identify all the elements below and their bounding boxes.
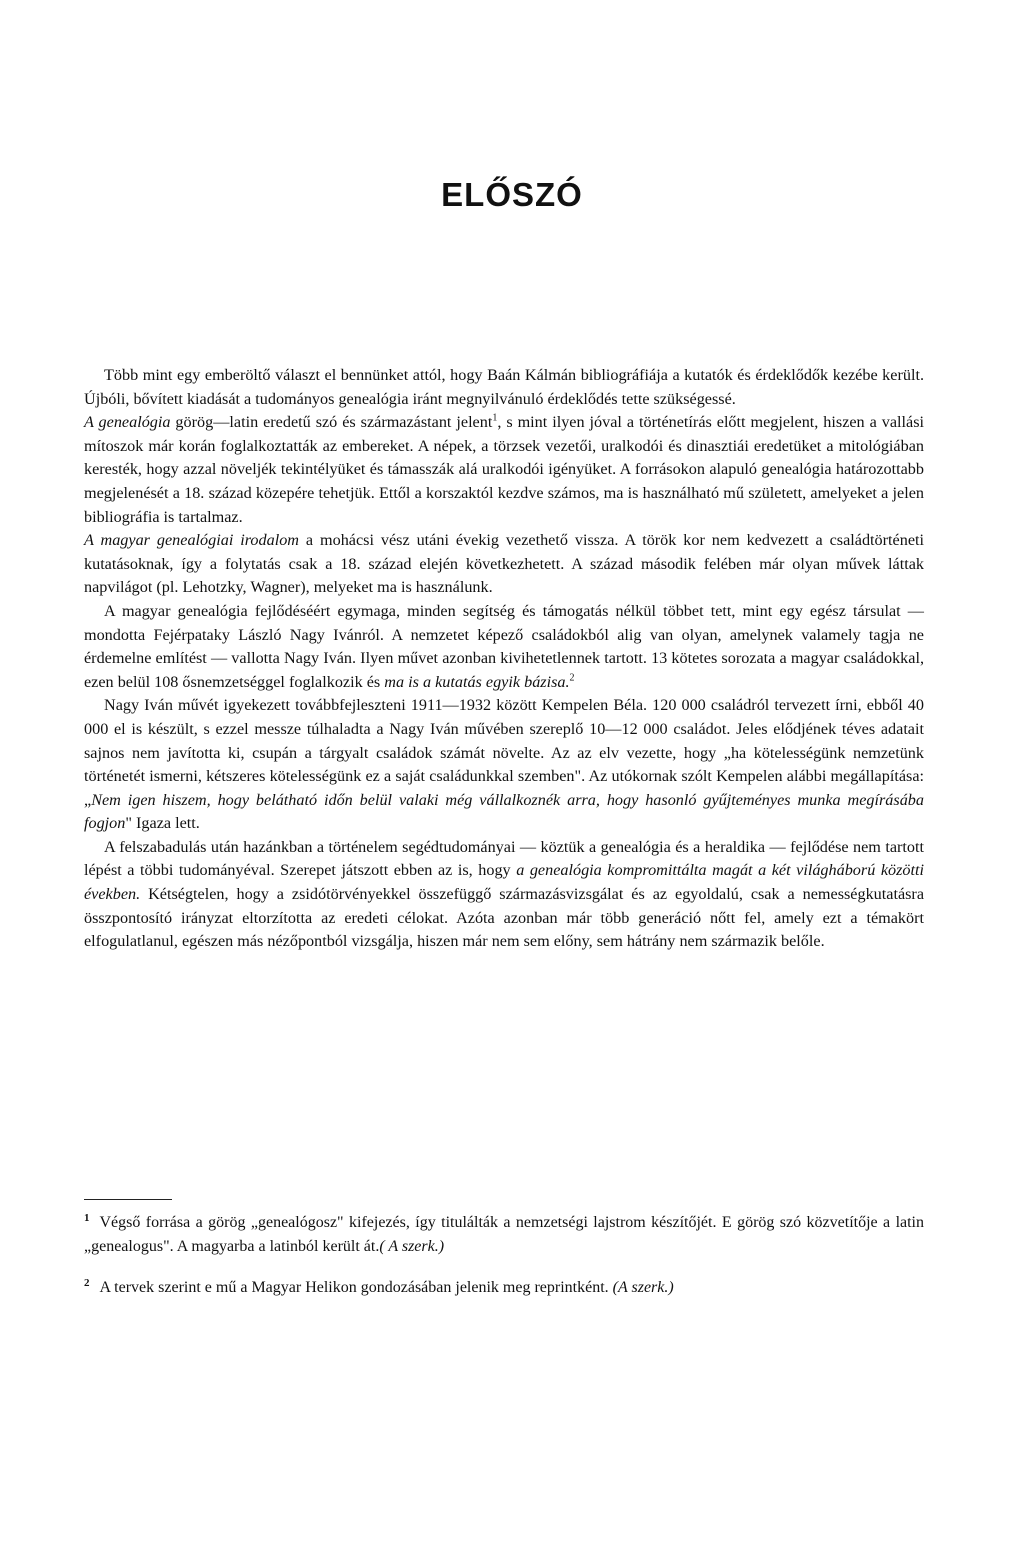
- paragraph-5: [84, 694, 924, 836]
- paragraph-6: [84, 836, 924, 954]
- footnote-1: [84, 1211, 924, 1258]
- footnote-2-text: A tervek szerint e mű a Magyar Helikon gondozásában jelenik meg reprintként.: [99, 1279, 613, 1296]
- paragraph-1-text: Több mint egy emberöltő választ el bennünket attól, hogy Baán Kálmán bibliográfiája a kutatók és érdeklődők kezébe került. Újbóli, bővített kiadását a tudományos genealógia iránt megnyilvánuló érdeklődés tette szükségessé.: [84, 366, 924, 408]
- footnote-ref-1[interactable]: 1: [492, 412, 498, 424]
- paragraph-5-text: Nagy Iván művét igyekezett továbbfejleszteni 1911—1932 között Kempelen Béla. 120 000 családról tervezett írni, ebből 40 000 el is készült, s ezzel messze túlhaladta a Nagy Iván művében szereplő 10—12 000 családot. Jeles elődjének téves adatait sajnos nem javította ki, csupán a tárgyalt családok számát növelte. Az az elv vezette, hogy „ha kötelességünk nemzetünk történetét ismerni, kétszeres kötelességünk ez a saját családunkkal szemben". Az utókornak szólt Kempelen alábbi megállapítása: „: [84, 696, 924, 809]
- paragraph-3: [84, 529, 924, 600]
- paragraph-6-tail: Kétségtelen, hogy a zsidótörvényekkel összefüggő származásvizsgálat és az egyoldalú, csak a nemességkutatásra összpontosító irányzat eltorzította az eredeti célokat. Azóta azonban már több generáció nőtt fel, amely ezt a témakört elfogulatlanul, egészen más nézőpontból vizsgálja, hiszen már nem sem előny, sem hátrány nem származik belőle.: [84, 885, 924, 951]
- paragraph-5-quote: Nem igen hiszem, hogy belátható időn belül valaki még vállalkoznék arra, hogy hasonló gyűjteményes munka megírásába fogjon: [84, 790, 924, 833]
- footnote-1-mark: 1: [84, 1211, 90, 1224]
- footnote-2-editor: (A szerk.): [612, 1279, 674, 1296]
- paragraph-5-tail: " Igaza lett.: [125, 814, 200, 833]
- paragraph-2-text-b: , s mint ilyen jóval a történetírás előtt megjelent, hiszen a vallási mítoszok már korán foglalkoztatták az embereket. A népek, a törzsek vezetői, uralkodói és dinasztiái eredetüket a mitológiában keresték, hogy azzal növeljék tekintélyüket és támasszák alá uralkodói igényüket. A forrásokon alapuló genealógia határozottabb megjelenését a 18. század közepére tehetjük. Ettől a korszaktól kezdve számos, ma is használható mű született, amelyeket a jelen bibliográfia is tartalmaz.: [84, 413, 924, 526]
- footnote-ref-2[interactable]: 2: [569, 672, 575, 684]
- paragraph-3-text: a mohácsi vész utáni évekig vezethető vissza. A török kor nem kedvezett a családtörténeti kutatásoknak, így a folytatás csak a 18. század elején következhetett. A század második felében már olyan művek láttak napvilágot (pl. Lehotzky, Wagner), melyeket ma is használunk.: [84, 531, 924, 597]
- paragraph-4: [84, 600, 924, 694]
- paragraph-2-lead: A genealógia: [84, 413, 171, 432]
- footnote-2: [84, 1276, 924, 1300]
- paragraph-3-lead: A magyar genealógiai irodalom: [84, 531, 299, 550]
- paragraph-1: [84, 364, 924, 411]
- paragraph-2-text-a: görög—latin eredetű szó és származástant jelent: [170, 413, 493, 432]
- paragraph-6-text: A felszabadulás után hazánkban a történelem segédtudományai — köztük a genealógia és a heraldika — fejlődése nem tartott lépést a többi tudományéval. Szerepet játszott ebben az is, hogy: [84, 837, 924, 880]
- footnote-1-editor: ( A szerk.): [379, 1237, 445, 1255]
- footnote-2-mark: 2: [84, 1276, 90, 1289]
- footnote-divider: [84, 1199, 172, 1200]
- footnote-1-text: Végső forrása a görög „genealógosz" kifejezés, így titulálták a nemzetségi lajstrom készítőjét. E görög szó közvetítője a latin „genealogus". A magyarba a latinból került át.: [84, 1214, 924, 1255]
- paragraph-4-italic: ma is a kutatás egyik bázisa.: [384, 672, 570, 691]
- paragraph-4-text: A magyar genealógia fejlődéséért egymaga, minden segítség és támogatás nélkül többet tett, mint egy egész társulat — mondotta Fejérpataky László Nagy Ivánról. A nemzetet képező családokból alig van olyan, amelynek valamely tagja ne érdemelne említést — vallotta Nagy Iván. Ilyen művet azonban kivihetetlennek tartott. 13 kötetes sorozata a magyar családokkal, ezen belül 108 ősnemzetséggel foglalkozik és: [84, 601, 924, 691]
- paragraph-6-italic: a genealógia kompromittálta magát a két világháború közötti években.: [84, 861, 925, 904]
- paragraph-2: [84, 411, 924, 529]
- preface-body: [84, 364, 924, 954]
- page-title: ELŐSZÓ: [441, 176, 583, 213]
- footnotes: [84, 1211, 924, 1300]
